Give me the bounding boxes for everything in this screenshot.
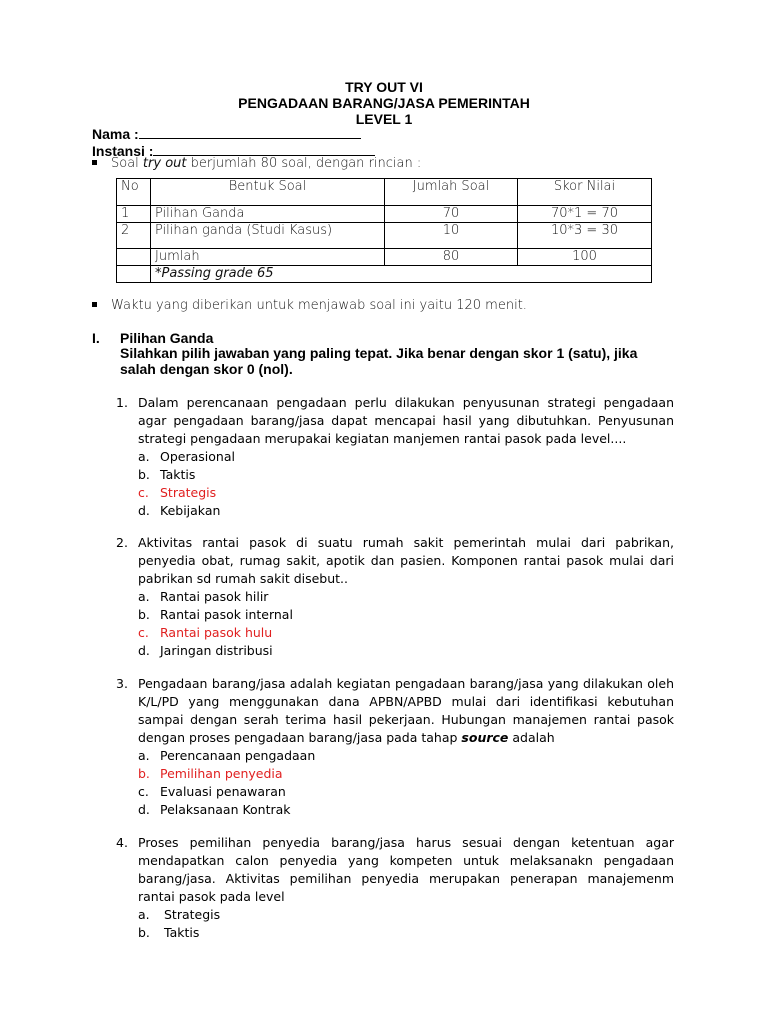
question-4	[116, 834, 674, 942]
question-number: 3.	[116, 676, 128, 691]
rincian-table	[116, 178, 652, 283]
instansi-label: Instansi :	[92, 143, 154, 159]
option-text: Jaringan distribusi	[160, 643, 273, 658]
option-text: Rantai pasok hilir	[160, 589, 269, 604]
option-a[interactable]	[138, 588, 674, 606]
question-number: 1.	[116, 395, 128, 410]
th-jumlah: Jumlah Soal	[385, 179, 518, 206]
cell-bentuk: Pilihan ganda (Studi Kasus)	[151, 223, 385, 249]
cell-skor: 70*1 = 70	[518, 206, 652, 223]
option-letter: b.	[138, 607, 150, 622]
question-1	[116, 394, 674, 520]
option-letter: d.	[138, 643, 150, 658]
intro-suffix: berjumlah 80 soal, dengan rincian :	[186, 156, 422, 171]
option-text: Strategis	[160, 485, 217, 500]
option-letter: d.	[138, 802, 150, 817]
th-bentuk: Bentuk Soal	[151, 179, 385, 206]
option-text: Kebijakan	[160, 503, 221, 518]
option-text: Rantai pasok hulu	[160, 625, 273, 640]
header-level: LEVEL 1	[355, 111, 413, 127]
passing-grade-note: *Passing grade 65	[151, 266, 652, 283]
option-letter: c.	[138, 485, 149, 500]
intro-bullet	[92, 156, 421, 171]
option-letter: b.	[138, 766, 150, 781]
question-text	[138, 675, 674, 747]
question-text-part: adalah	[508, 730, 555, 745]
option-b[interactable]	[138, 924, 674, 942]
option-b[interactable]	[138, 606, 674, 624]
cell-no	[117, 249, 151, 266]
table-row	[117, 206, 652, 223]
section-description: Silahkan pilih jawaban yang paling tepat. Jika benar dengan skor 1 (satu), jika salah dengan skor 0 (nol).	[120, 345, 638, 377]
time-bullet	[92, 298, 527, 313]
section-heading	[92, 330, 213, 346]
option-b[interactable]	[138, 466, 674, 484]
nama-field	[92, 125, 361, 142]
option-letter: a.	[138, 748, 150, 763]
cell-empty	[117, 266, 151, 283]
header-subtitle: PENGADAAN BARANG/JASA PEMERINTAH	[238, 95, 530, 111]
option-letter: a.	[138, 449, 150, 464]
option-letter: c.	[138, 784, 149, 799]
bullet-icon	[92, 160, 97, 165]
cell-skor: 10*3 = 30	[518, 223, 652, 249]
option-letter: a.	[138, 907, 150, 922]
question-text-italic: source	[461, 730, 509, 745]
option-a[interactable]	[138, 906, 674, 924]
th-no: No	[117, 179, 151, 206]
option-a[interactable]	[138, 448, 674, 466]
question-text: Dalam perencanaan pengadaan perlu dilakukan penyusunan strategi pengadaan agar pengadaan barang/jasa dapat mencapai hasil yang dibutuhkan. Penyusunan strategi pengadaan merupakai kegiatan manjemen rantai pasok pada level....	[138, 395, 674, 446]
option-text: Evaluasi penawaran	[160, 784, 286, 799]
cell-bentuk: Jumlah	[151, 249, 385, 266]
option-letter: b.	[138, 925, 150, 940]
question-2	[116, 534, 674, 660]
option-letter: c.	[138, 625, 149, 640]
question-text: Aktivitas rantai pasok di suatu rumah sakit pemerintah mulai dari pabrikan, penyedia obat, rumag sakit, apotik dan pasien. Komponen rantai pasok mulai dari pabrikan sd rumah sakit disebut..	[138, 535, 674, 586]
option-text: Pelaksanaan Kontrak	[160, 802, 291, 817]
option-letter: a.	[138, 589, 150, 604]
nama-blank-line	[139, 125, 361, 139]
header-title: TRY OUT VI	[345, 79, 423, 95]
cell-no: 2	[117, 223, 151, 249]
option-d[interactable]	[138, 642, 674, 660]
table-note-row	[117, 266, 652, 283]
option-c-answer[interactable]	[138, 624, 674, 642]
option-c-answer[interactable]	[138, 484, 674, 502]
option-letter: d.	[138, 503, 150, 518]
option-d[interactable]	[138, 502, 674, 520]
section-number: I.	[92, 330, 100, 346]
option-a[interactable]	[138, 747, 674, 765]
intro-italic: try out	[142, 156, 187, 171]
question-number: 2.	[116, 535, 128, 550]
option-b-answer[interactable]	[138, 765, 674, 783]
cell-skor: 100	[518, 249, 652, 266]
cell-no: 1	[117, 206, 151, 223]
time-note: Waktu yang diberikan untuk menjawab soal ini yaitu 120 menit.	[111, 298, 527, 313]
table-header-row	[117, 179, 652, 206]
nama-label: Nama :	[92, 126, 139, 142]
document-header	[0, 79, 768, 127]
cell-jumlah: 10	[385, 223, 518, 249]
option-text: Operasional	[160, 449, 235, 464]
bullet-icon	[92, 302, 97, 307]
th-skor: Skor Nilai	[518, 179, 652, 206]
question-number: 4.	[116, 835, 128, 850]
question-text: Proses pemilihan penyedia barang/jasa harus sesuai dengan ketentuan agar mendapatkan calon penyedia yang kompeten untuk melaksanakn pengadaan barang/jasa. Aktivitas pemilihan penyedia merupakan penerapan manajemenm rantai pasok pada level	[138, 835, 674, 904]
option-text: Taktis	[160, 467, 196, 482]
option-text: Perencanaan pengadaan	[160, 748, 316, 763]
option-text: Taktis	[164, 925, 200, 940]
instansi-blank-line	[153, 142, 375, 156]
cell-jumlah: 70	[385, 206, 518, 223]
intro-prefix: Soal	[111, 156, 143, 171]
question-text-part: Pengadaan barang/jasa adalah kegiatan pengadaan barang/jasa yang dilakukan oleh K/L/PD yang menggunakan dana APBN/APBD mulai dari identifikasi kebutuhan sampai dengan serah terima hasil pekerjaan. Hubungan manajemen rantai pasok dengan proses pengadaan barang/jasa pada tahap	[138, 676, 674, 745]
cell-bentuk: Pilihan Ganda	[151, 206, 385, 223]
table-row	[117, 223, 652, 249]
table-row	[117, 249, 652, 266]
section-title: Pilihan Ganda	[120, 330, 214, 346]
option-d[interactable]	[138, 801, 674, 819]
option-c[interactable]	[138, 783, 674, 801]
option-text: Pemilihan penyedia	[160, 766, 283, 781]
option-text: Strategis	[164, 907, 221, 922]
option-letter: b.	[138, 467, 150, 482]
cell-jumlah: 80	[385, 249, 518, 266]
question-3	[116, 675, 674, 819]
option-text: Rantai pasok internal	[160, 607, 293, 622]
